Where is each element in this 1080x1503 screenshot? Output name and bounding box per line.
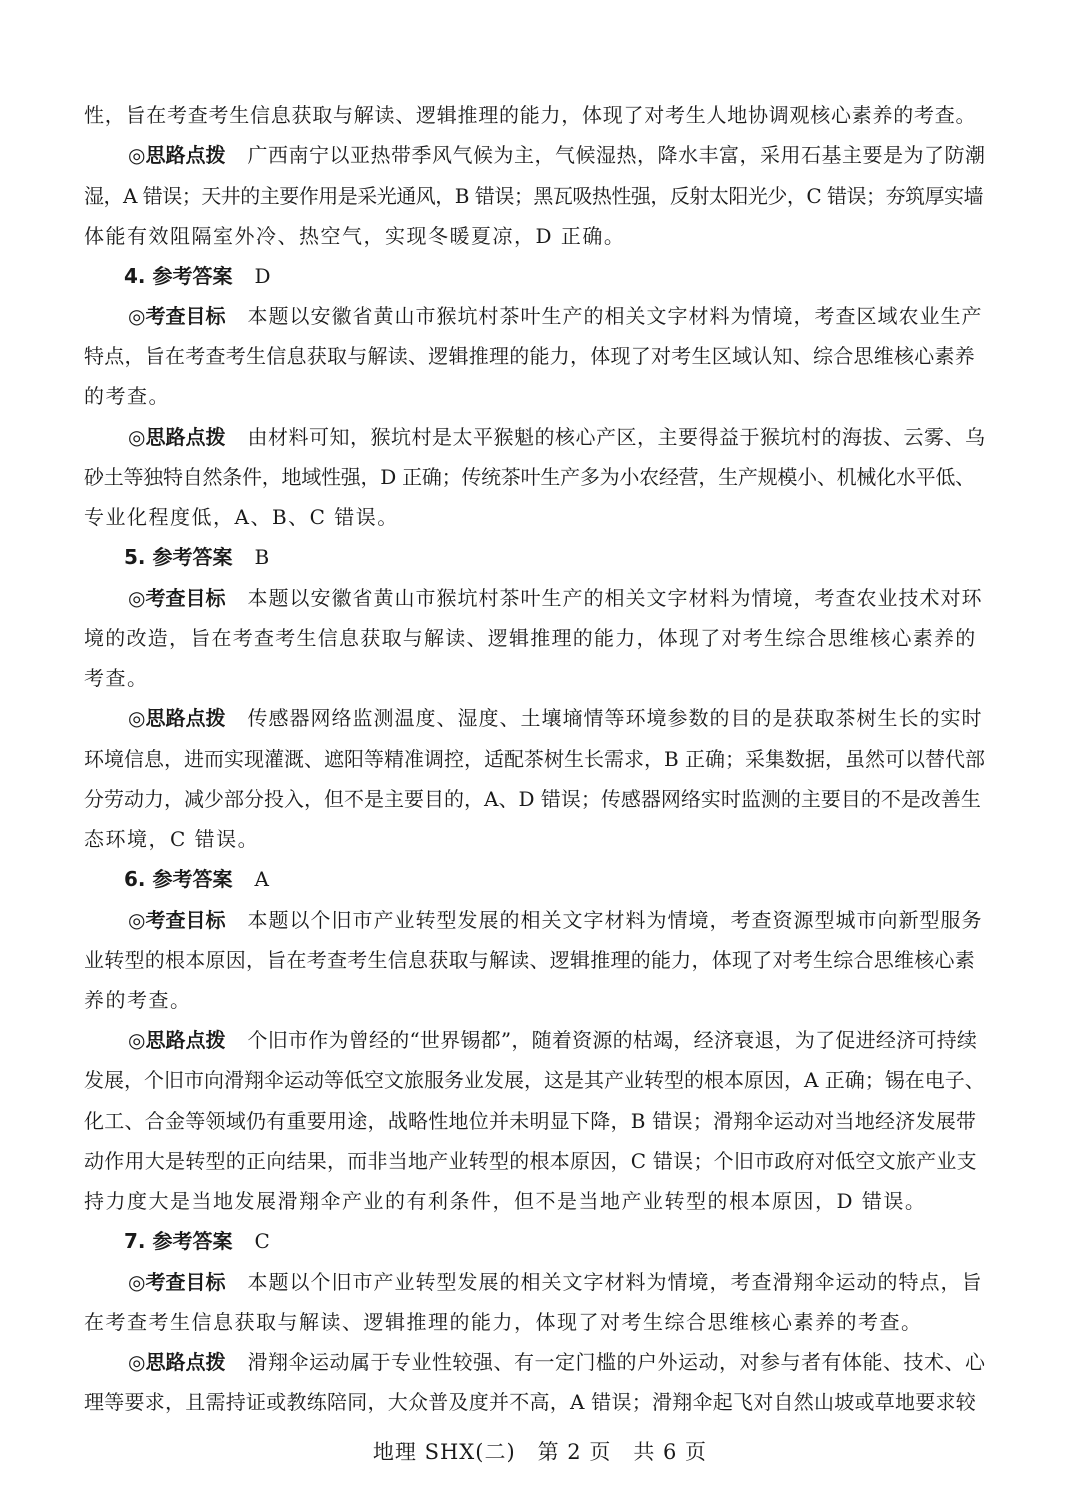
answer-value: B — [254, 545, 271, 569]
text-content: 广西南宁以亚热带季风气候为主，气候湿热，降水丰富，采用石基主要是为了防潮 — [247, 143, 986, 167]
text-line: 分劳动力，减少部分投入，但不是主要目的，A、D 错误；传感器网络实时监测的主要目的不是改善生 — [84, 787, 981, 811]
text-content: 本题以安徽省黄山市猴坑村茶叶生产的相关文字材料为情境，考查农业技术对环 — [247, 586, 983, 610]
silu-label: ◎思路点拨 — [128, 143, 226, 167]
silu-label: ◎思路点拨 — [128, 425, 226, 449]
text-line — [128, 584, 984, 612]
text-line: 的考查。 — [84, 384, 170, 408]
text-line — [128, 423, 984, 451]
answer-value: A — [254, 867, 271, 891]
answer-value: D — [254, 264, 273, 288]
answer-line-q4 — [124, 262, 1024, 290]
text-content: 滑翔伞运动属于专业性较强、有一定门槛的户外运动，对参与者有体能、技术、心 — [247, 1350, 986, 1374]
text-line: 持力度大是当地发展滑翔伞产业的有利条件，但不是当地产业转型的根本原因，D 错误。 — [84, 1189, 927, 1213]
kaocha-label: ◎考查目标 — [128, 1270, 226, 1294]
text-line: 境的改造，旨在考查考生信息获取与解读、逻辑推理的能力，体现了对考生综合思维核心素养的 — [84, 626, 977, 650]
text-line: 养的考查。 — [84, 988, 192, 1012]
text-line: 特点，旨在考查考生信息获取与解读、逻辑推理的能力，体现了对考生区域认知、综合思维核心素养 — [84, 344, 975, 368]
text-line: 专业化程度低，A、B、C 错误。 — [84, 505, 399, 529]
silu-label: ◎思路点拨 — [128, 1350, 226, 1374]
kaocha-label: ◎考查目标 — [128, 908, 226, 932]
page-footer: 地理 SHX(二) 第 2 页 共 6 页 — [372, 1440, 708, 1464]
text-line: 性，旨在考查考生信息获取与解读、逻辑推理的能力，体现了对考生人地协调观核心素养的考查。 — [84, 103, 977, 127]
answer-line-q6 — [124, 865, 1024, 893]
text-line: 业转型的根本原因，旨在考查考生信息获取与解读、逻辑推理的能力，体现了对考生综合思维核心素 — [84, 948, 975, 972]
answer-label: 5. 参考答案 — [124, 545, 233, 569]
text-line — [128, 1268, 984, 1296]
text-content: 传感器网络监测温度、湿度、土壤墒情等环境参数的目的是获取茶树生长的实时 — [247, 706, 983, 730]
text-line: 态环境，C 错误。 — [84, 827, 260, 851]
text-line: 动作用大是转型的正向结果，而非当地产业转型的根本原因，C 错误；个旧市政府对低空文旅产业支 — [84, 1149, 977, 1173]
silu-label: ◎思路点拨 — [128, 1028, 226, 1052]
text-content: 本题以个旧市产业转型发展的相关文字材料为情境，考查资源型城市向新型服务 — [247, 908, 983, 932]
kaocha-label: ◎考查目标 — [128, 304, 226, 328]
answer-label: 7. 参考答案 — [124, 1229, 233, 1253]
text-line: 化工、合金等领域仍有重要用途，战略性地位并未明显下降，B 错误；滑翔伞运动对当地经济发展带 — [84, 1109, 977, 1133]
text-line — [128, 302, 984, 330]
text-line — [128, 906, 984, 934]
text-line — [128, 1026, 984, 1054]
text-line — [128, 704, 984, 732]
text-line: 体能有效阻隔室外冷、热空气，实现冬暖夏凉，D 正确。 — [84, 224, 626, 248]
text-content: 本题以安徽省黄山市猴坑村茶叶生产的相关文字材料为情境，考查区域农业生产 — [247, 304, 983, 328]
answer-line-q7 — [124, 1227, 1024, 1255]
text-line: 理等要求，且需持证或教练陪同，大众普及度并不高，A 错误；滑翔伞起飞对自然山坡或草地要求较 — [84, 1390, 977, 1414]
text-line: 环境信息，进而实现灌溉、遮阳等精准调控，适配茶树生长需求，B 正确；采集数据，虽然可以替代部 — [84, 747, 986, 771]
text-line: 湿，A 错误；天井的主要作用是采光通风，B 错误；黑瓦吸热性强，反射太阳光少，C 错误；夯筑厚实墙 — [84, 184, 984, 208]
answer-label: 4. 参考答案 — [124, 264, 233, 288]
text-line: 发展，个旧市向滑翔伞运动等低空文旅服务业发展，这是其产业转型的根本原因，A 正确；锡在电子、 — [84, 1068, 985, 1092]
kaocha-label: ◎考查目标 — [128, 586, 226, 610]
text-content: 本题以个旧市产业转型发展的相关文字材料为情境，考查滑翔伞运动的特点，旨 — [247, 1270, 983, 1294]
answer-value: C — [254, 1229, 272, 1253]
silu-label: ◎思路点拨 — [128, 706, 226, 730]
answer-line-q5 — [124, 543, 1024, 571]
text-line: 考查。 — [84, 666, 149, 690]
text-line: 在考查考生信息获取与解读、逻辑推理的能力，体现了对考生综合思维核心素养的考查。 — [84, 1310, 923, 1334]
text-line — [128, 141, 984, 169]
text-line — [128, 1348, 984, 1376]
text-content: 由材料可知，猴坑村是太平猴魁的核心产区，主要得益于猴坑村的海拔、云雾、乌 — [247, 425, 986, 449]
answer-label: 6. 参考答案 — [124, 867, 233, 891]
text-line: 砂土等独特自然条件，地域性强，D 正确；传统茶叶生产多为小农经营，生产规模小、机械化水平低、 — [84, 465, 975, 489]
text-content: 个旧市作为曾经的“世界锡都”，随着资源的枯竭，经济衰退，为了促进经济可持续 — [247, 1028, 978, 1052]
